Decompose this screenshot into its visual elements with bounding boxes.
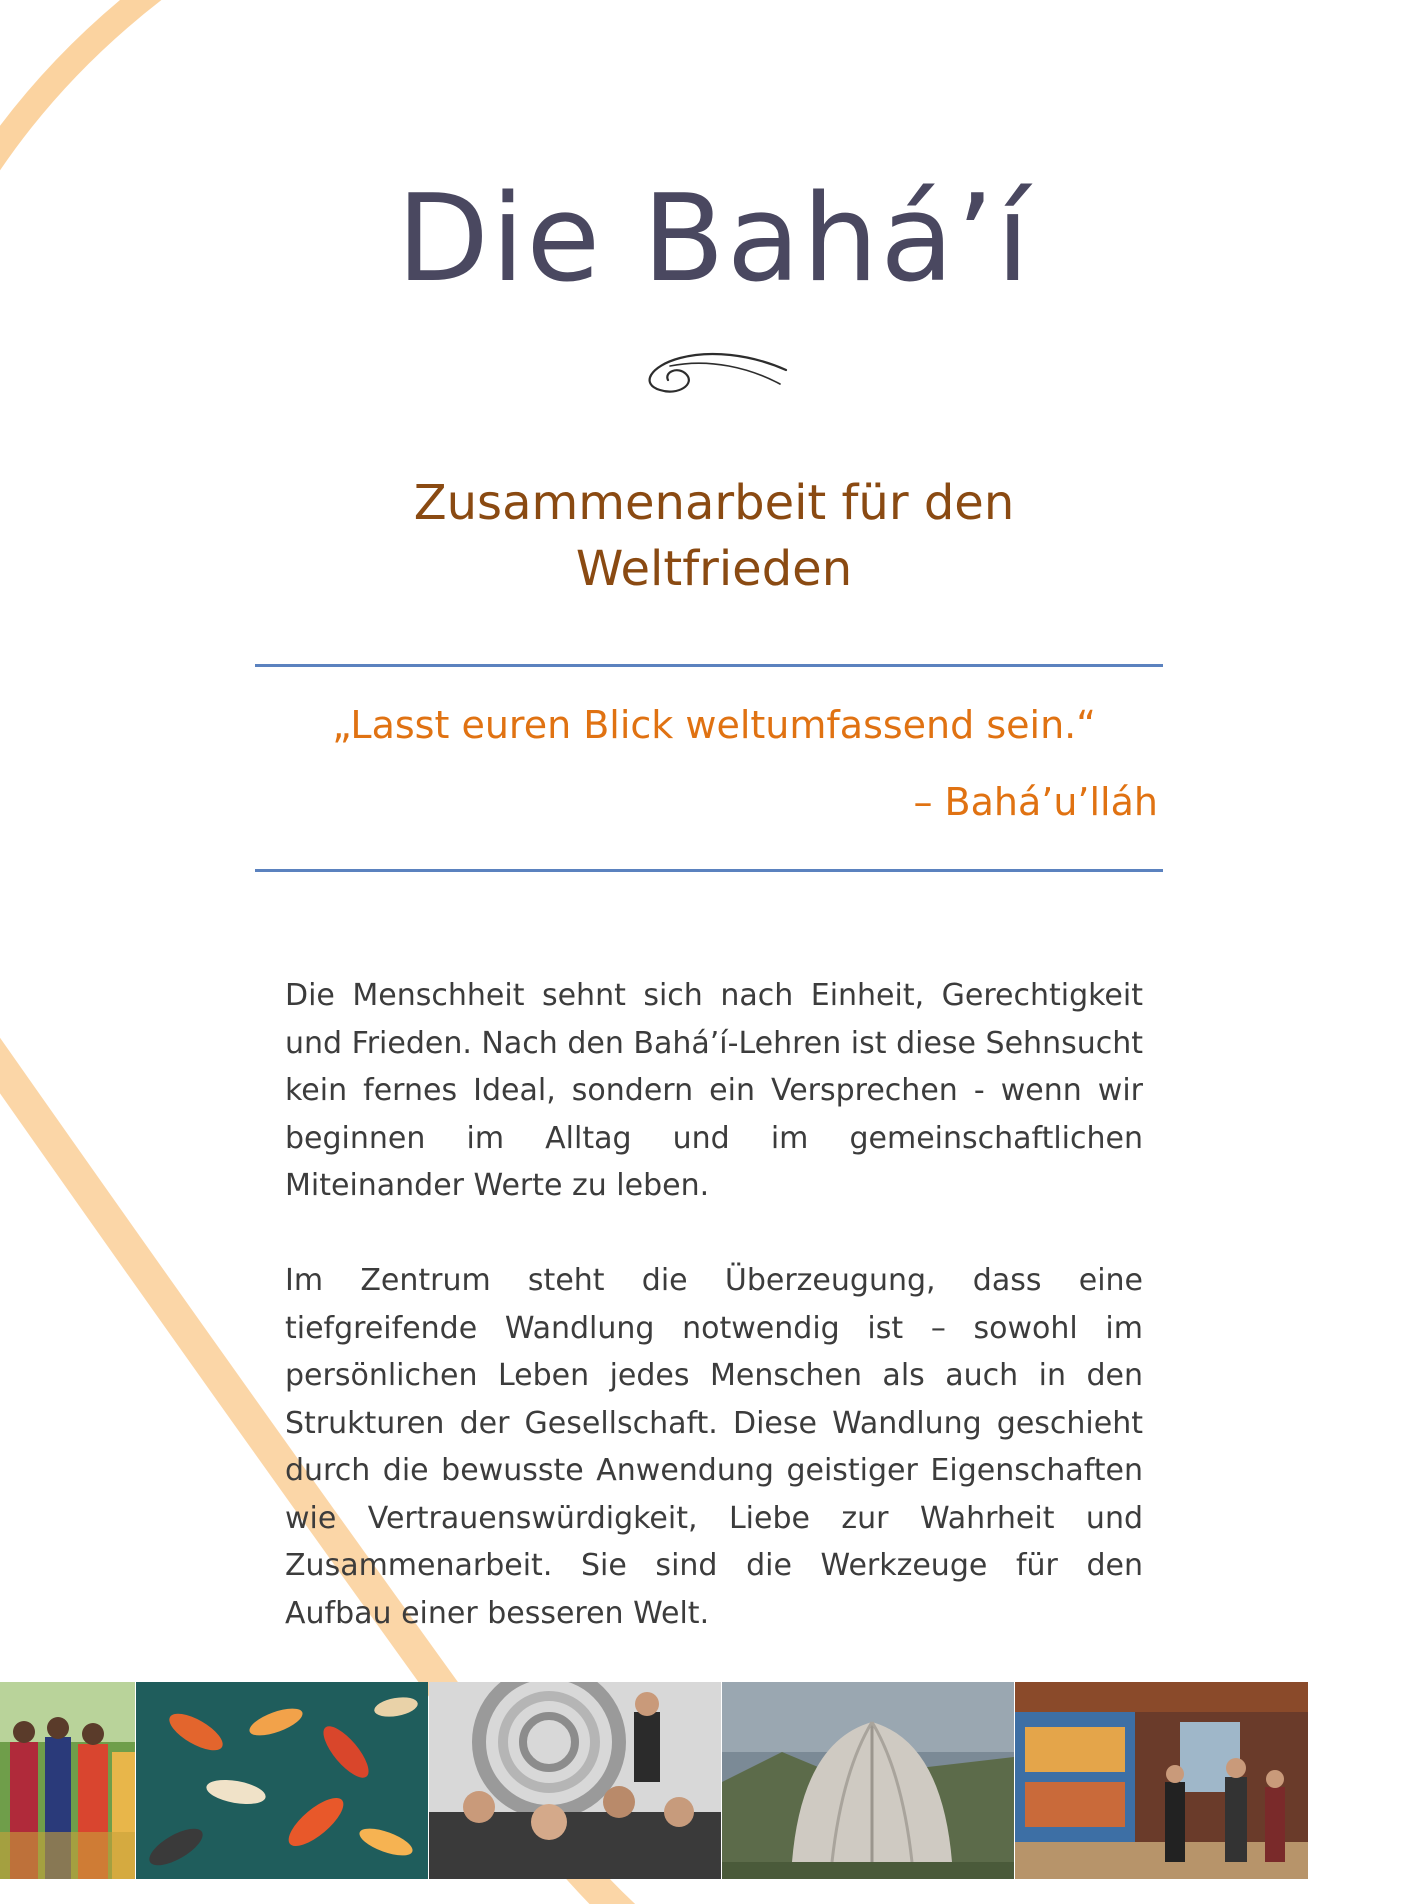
quote-author: – Bahá’u’lláh [913,780,1158,824]
subtitle [0,470,1428,602]
subtitle-line-1: Zusammenarbeit für den [413,475,1015,531]
divider-top [255,664,1163,667]
temple-photo [722,1682,1014,1879]
body-paragraph-1: Die Menschheit sehnt sich nach Einheit, Gerechtigkeit und Frieden. Nach den Bahá’í-Lehren ist diese Sehnsucht kein fernes Ideal, sondern ein Versprechen - wenn wir beginnen im Alltag und im gemeinschaftlichen Miteinander Werte zu leben. [285,978,1143,1203]
subtitle-line-2: Weltfrieden [575,541,853,597]
exhibition-photo [1015,1682,1308,1879]
koi-fish-photo [136,1682,428,1879]
body-paragraph-2: Im Zentrum steht die Überzeugung, dass eine tiefgreifende Wandlung notwendig ist – sowohl im persönlichen Leben jedes Menschen als auch in den Strukturen der Gesellschaft. Diese Wandlung geschieht durch die bewusste Anwendung geistiger Eigenschaften wie Vertrauenswürdigkeit, Liebe zur Wahrheit und Zusammenarbeit. Sie sind die Werkzeuge für den Aufbau einer besseren Welt. [285,1263,1143,1631]
page-title: Die Bahá’í [396,170,1032,309]
quote-text: „Lasst euren Blick weltumfassend sein.“ [332,703,1096,747]
divider-bottom [255,869,1163,872]
audience-photo [429,1682,721,1879]
flourish-ornament [630,344,790,404]
dancers-photo [0,1682,135,1879]
